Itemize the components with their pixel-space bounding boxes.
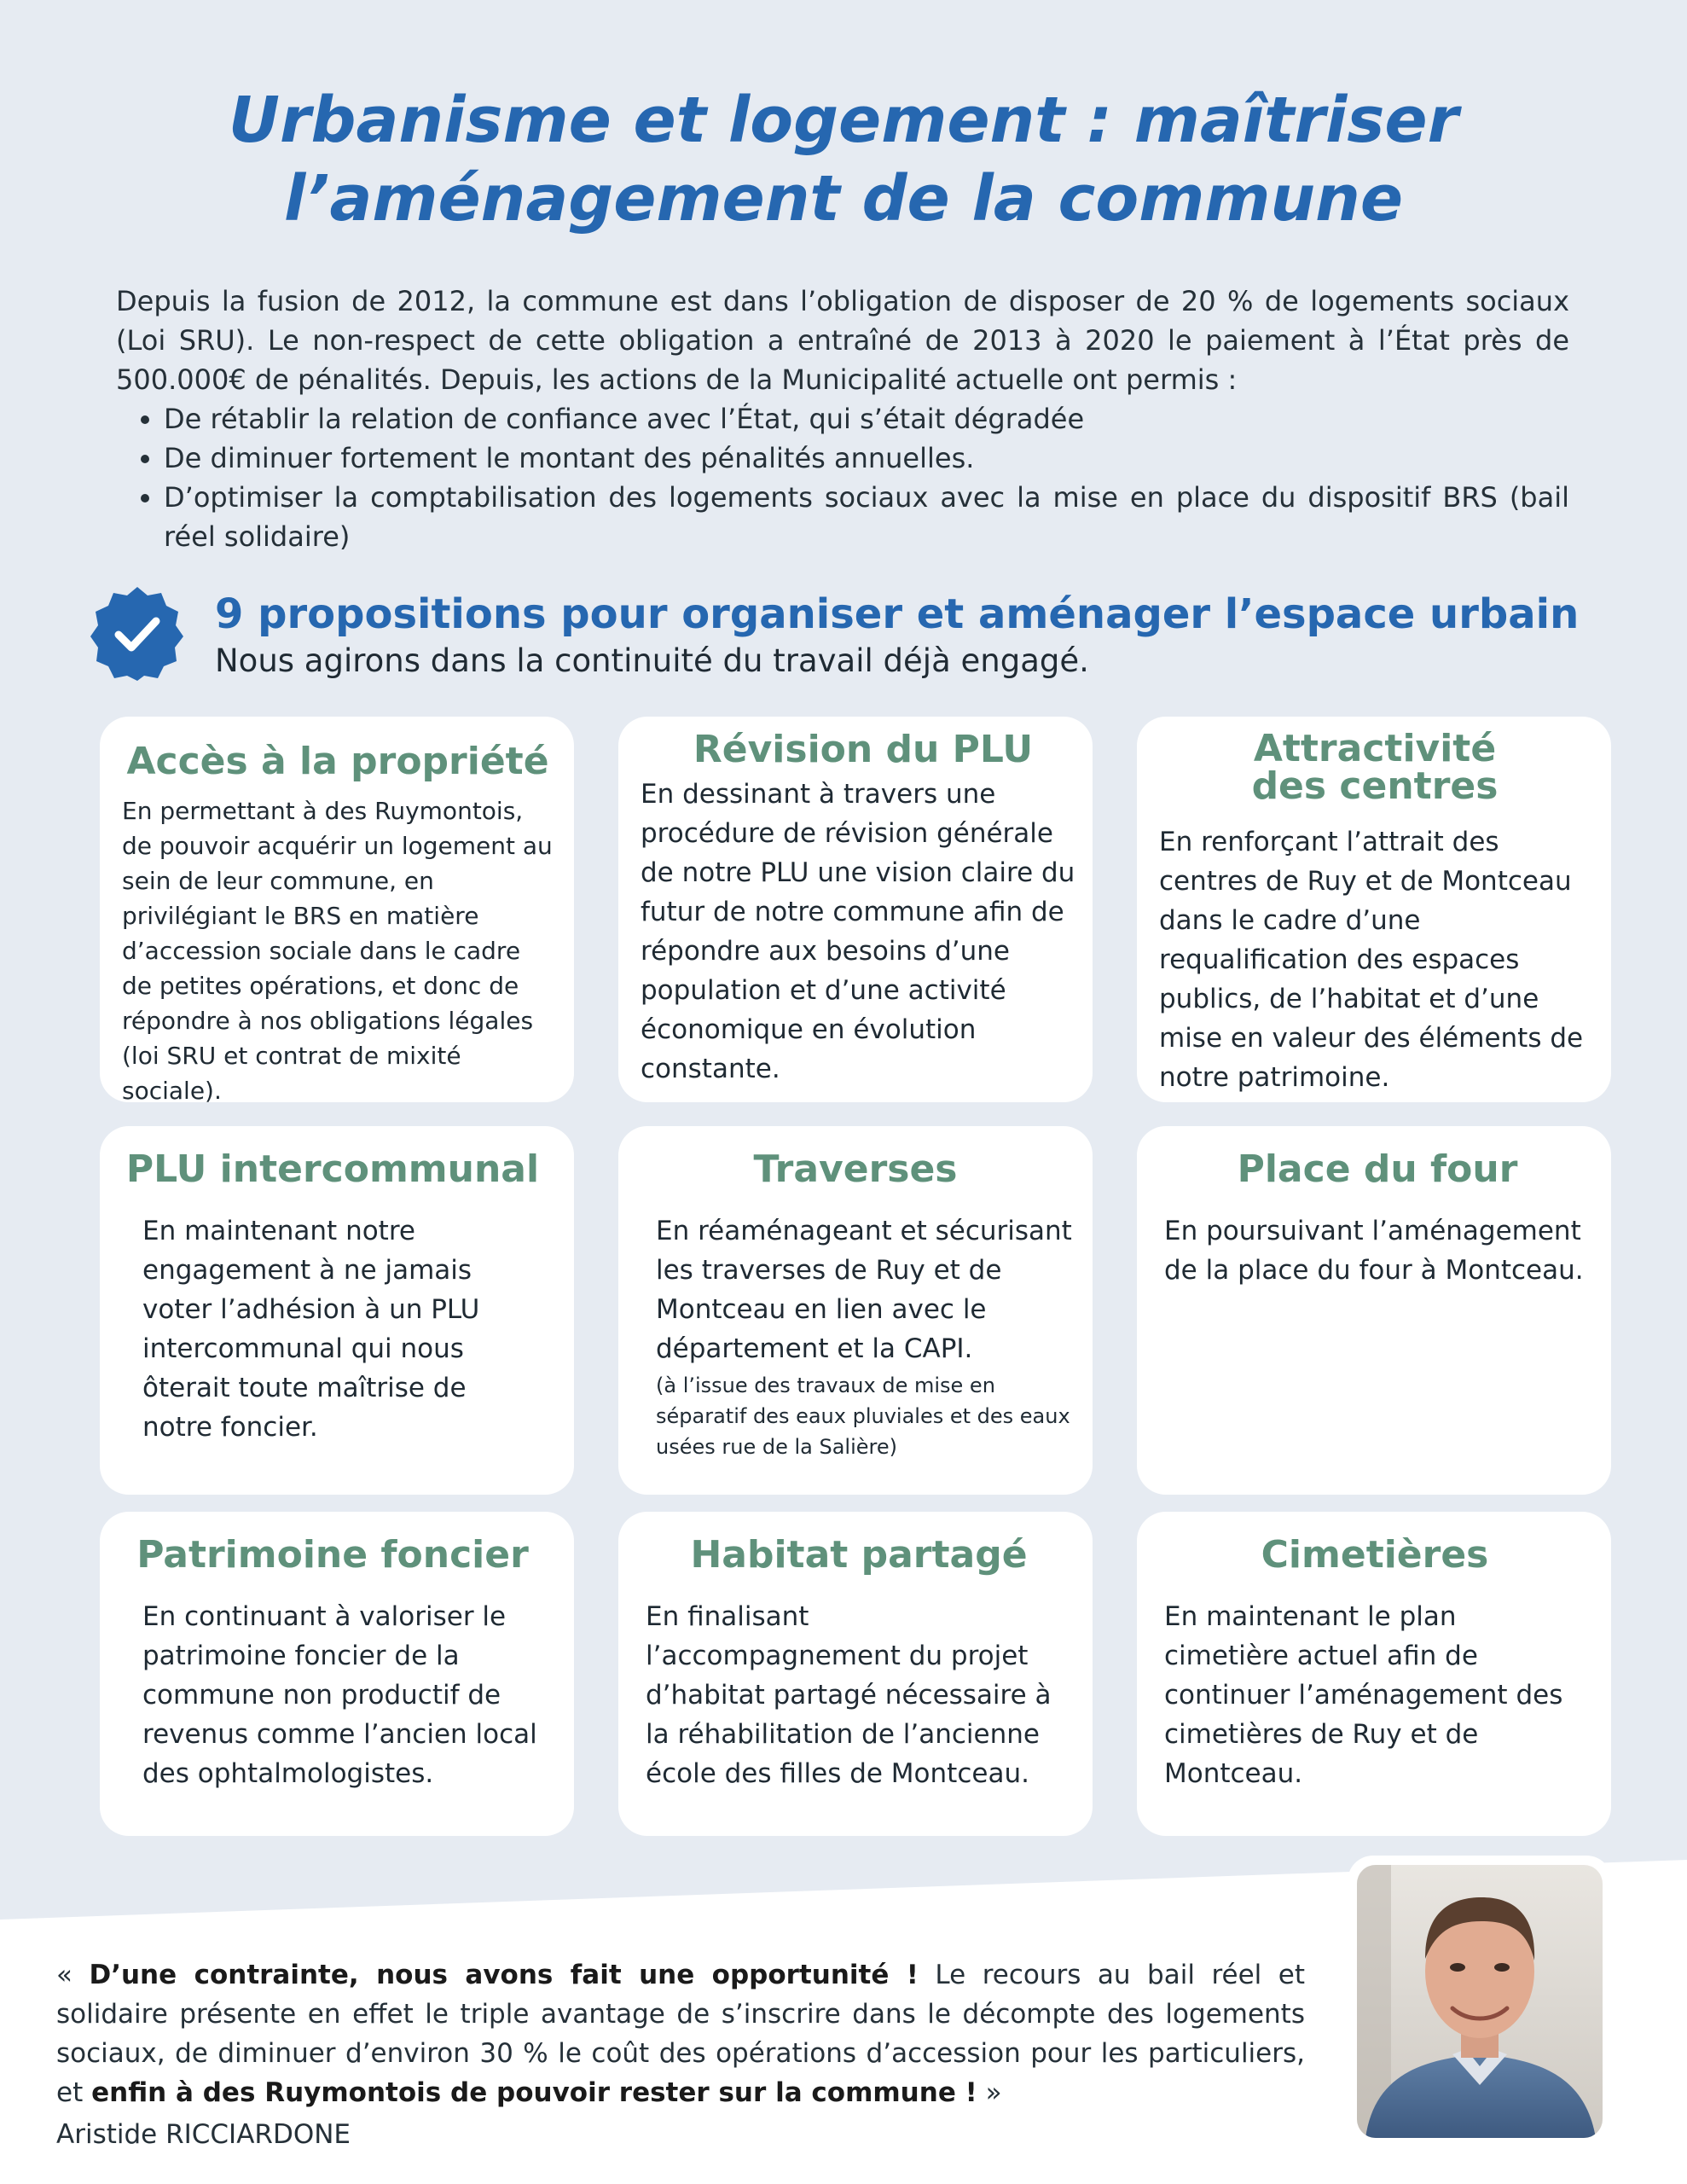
propositions-subtitle: Nous agirons dans la continuité du travail déjà engagé.	[215, 642, 1089, 679]
card-title: Attractivité des centres	[1251, 727, 1499, 808]
card-body: En maintenant notre engagement à ne jamais voter l’adhésion à un PLU intercommunal qui nous ôterait toute maîtrise de notre foncier.	[142, 1216, 480, 1443]
card-title: Place du four	[1237, 1147, 1518, 1191]
card-title: Patrimoine foncier	[136, 1533, 529, 1577]
card-title: Révision du PLU	[693, 728, 1034, 771]
card-cimetieres	[1137, 1512, 1611, 1836]
quote-emphasis: D’une contrainte, nous avons fait une opportunité !	[89, 1960, 919, 1990]
card-note: (à l’issue des travaux de mise en séparatif des eaux pluviales et des eaux usées rue de la Salière)	[656, 1374, 1070, 1459]
intro-paragraph: Depuis la fusion de 2012, la commune est dans l’obligation de disposer de 20 % de logements sociaux (Loi SRU). Le non-respect de cette obligation a entraîné de 2013 à 2020 le paiement à l’État près de 500.000€ de pénalités. Depuis, les actions de la Municipalité actuelle ont permis :	[116, 285, 1569, 396]
card-body: En continuant à valoriser le patrimoine foncier de la commune non productif de revenus comme l’ancien local des ophtalmologistes.	[142, 1601, 537, 1789]
card-body: En réaménageant et sécurisant les traverses de Ruy et de Montceau en lien avec le département et la CAPI.	[656, 1216, 1072, 1364]
portrait-photo	[1357, 1865, 1603, 2138]
card-patrimoine-foncier	[100, 1512, 574, 1836]
card-title: Cimetières	[1261, 1533, 1489, 1577]
card-title: Traverses	[753, 1147, 958, 1191]
intro-bullet: • De rétablir la relation de confiance avec l’État, qui s’était dégradée	[164, 399, 1569, 439]
card-body: En poursuivant l’aménagement de la place du four à Montceau.	[1164, 1216, 1584, 1286]
card-body: En finalisant l’accompagnement du projet d’habitat partagé nécessaire à la réhabilitation de l’ancienne école des filles de Montceau.	[646, 1601, 1052, 1789]
card-title: Accès à la propriété	[126, 740, 549, 783]
card-title: PLU intercommunal	[125, 1147, 540, 1191]
propositions-title: 9 propositions pour organiser et aménager l’espace urbain	[215, 590, 1580, 638]
card-body: En dessinant à travers une procédure de révision générale de notre PLU une vision claire du futur de notre commune afin de répondre aux besoins d’une population et d’une activité économique en évolution constante.	[641, 779, 1075, 1084]
card-body: En renforçant l’attrait des centres de Ruy et de Montceau dans le cadre d’une requalification des espaces publics, de l’habitat et d’une mise en valeur des éléments de notre patrimoine.	[1159, 827, 1584, 1093]
page-title-line-1: Urbanisme et logement : maîtriser	[228, 84, 1459, 157]
quote-text: « D’une contrainte, nous avons fait une opportunité ! Le recours au bail réel et solidaire présente en effet le triple avantage de s’inscrire dans le décompte des logements sociaux, de diminuer d’environ 30 % le coût des opérations d’accession pour les particuliers, et enfin à des Ruymontois de pouvoir rester sur la commune ! »	[56, 1960, 1305, 2108]
card-plu-intercommunal	[100, 1126, 574, 1495]
quote-author: Aristide RICCIARDONE	[56, 2119, 351, 2150]
card-habitat-partage	[618, 1512, 1093, 1836]
checkmark-badge-icon	[88, 584, 187, 682]
intro-section	[116, 282, 1569, 556]
intro-bullet: • D’optimiser la comptabilisation des logements sociaux avec la mise en place du dispositif BRS (bail réel solidaire)	[164, 478, 1569, 556]
intro-bullet-list	[116, 399, 1569, 556]
page-title-line-2: l’aménagement de la commune	[283, 162, 1404, 235]
quote-emphasis: enfin à des Ruymontois de pouvoir rester sur la commune !	[91, 2077, 977, 2108]
card-body: En permettant à des Ruymontois, de pouvoir acquérir un logement au sein de leur commune, en privilégiant le BRS en matière d’accession sociale dans le cadre de petites opérations, et donc de répondre à nos obligations légales (loi SRU et contrat de mixité sociale).	[122, 797, 553, 1105]
card-acces-propriete	[100, 717, 574, 1105]
card-place-du-four	[1137, 1126, 1611, 1495]
card-title: Habitat partagé	[690, 1533, 1028, 1577]
card-body: En maintenant le plan cimetière actuel afin de continuer l’aménagement des cimetières de Ruy et de Montceau.	[1164, 1601, 1563, 1789]
intro-bullet: • De diminuer fortement le montant des pénalités annuelles.	[164, 439, 1569, 478]
card-attractivite-centres	[1137, 717, 1611, 1102]
card-revision-plu	[618, 717, 1093, 1102]
card-traverses	[618, 1126, 1093, 1495]
page-title	[0, 81, 1687, 238]
